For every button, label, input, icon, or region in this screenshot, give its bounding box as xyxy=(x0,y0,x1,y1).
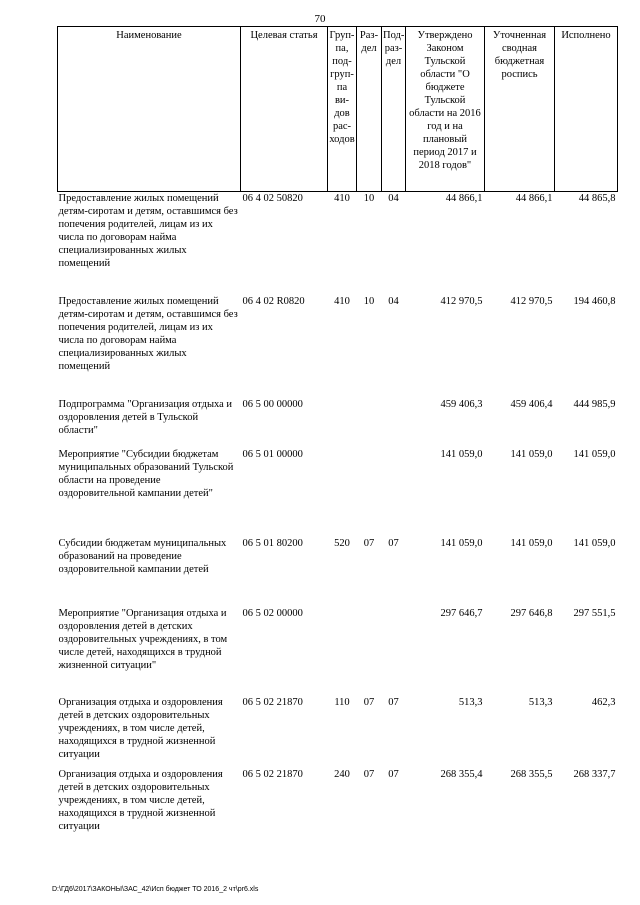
row-section: 10 xyxy=(363,193,375,204)
row-target: 06 5 00 00000 xyxy=(242,398,303,410)
row-name: Организация отдыха и оздоровления детей в детских оздоровительных учреждениях, в том числе детей, находящихся в трудной жизненной ситуации xyxy=(58,768,223,832)
budget-table xyxy=(57,26,618,848)
header-approved: Утверждено Законом Тульской области "О бюджете Тульской области на 2016 год и на плановый период 2017 и 2018 годов" xyxy=(406,27,485,192)
header-section: Раз-дел xyxy=(357,27,382,192)
page-number: 70 xyxy=(314,13,326,25)
table-row xyxy=(58,192,618,295)
row-group: 410 xyxy=(334,193,350,204)
row-subsection xyxy=(382,398,406,448)
row-executed: 141 059,0 xyxy=(573,448,616,460)
row-section xyxy=(357,398,382,448)
row-executed: 462,3 xyxy=(591,696,616,708)
row-group: 240 xyxy=(334,768,350,780)
row-target: 06 5 02 21870 xyxy=(242,768,303,780)
table-row xyxy=(58,295,618,398)
row-subsection: 07 xyxy=(388,696,399,708)
row-executed: 268 337,7 xyxy=(573,768,616,780)
row-group xyxy=(328,398,357,448)
row-section xyxy=(357,607,382,696)
table-row xyxy=(58,607,618,696)
row-target: 06 5 01 80200 xyxy=(242,537,303,549)
row-name: Организация отдыха и оздоровления детей в детских оздоровительных учреждениях, в том числе детей, находящихся в трудной жизненной ситуации xyxy=(58,696,223,760)
row-name: Предоставление жилых помещений детям-сиротам и детям, оставшимся без попечения родителей, лицам из их числа по договорам найма специализированных жилых помещений xyxy=(58,193,238,269)
row-group: 520 xyxy=(334,537,350,549)
file-path-footer: D:\ГД6\2017\ЗАКОНЫ\ЗАС_42\Исп бюджет ТО 2016_2 чт\pr6.xls xyxy=(52,886,259,893)
row-name: Мероприятие "Организация отдыха и оздоровления детей в детских оздоровительных учреждениях, в том числе детей, находящихся в трудной жизненной ситуации" xyxy=(58,607,228,671)
row-name: Мероприятие "Субсидии бюджетам муниципальных образований Тульской области на проведение оздоровительной кампании детей" xyxy=(58,448,234,499)
table-header-row xyxy=(58,27,618,192)
row-target: 06 5 01 00000 xyxy=(242,448,303,460)
row-group: 410 xyxy=(334,295,350,307)
table-row xyxy=(58,448,618,537)
row-executed: 194 460,8 xyxy=(573,295,616,307)
row-subsection: 07 xyxy=(388,537,399,549)
row-revised: 513,3 xyxy=(528,696,553,708)
row-section: 07 xyxy=(363,696,375,708)
row-executed: 44 865,8 xyxy=(578,193,616,204)
row-approved: 459 406,3 xyxy=(440,398,483,410)
table-row xyxy=(58,768,618,848)
header-executed: Исполнено xyxy=(555,27,618,192)
row-target: 06 4 02 50820 xyxy=(242,193,303,204)
row-name: Подпрограмма "Организация отдыха и оздоровления детей в Тульской области" xyxy=(58,398,233,436)
row-subsection: 04 xyxy=(388,295,399,307)
row-revised: 297 646,8 xyxy=(510,607,553,619)
row-revised: 459 406,4 xyxy=(510,398,553,410)
row-section: 07 xyxy=(363,537,375,549)
row-target: 06 4 02 R0820 xyxy=(242,295,305,307)
row-executed: 141 059,0 xyxy=(573,537,616,549)
row-name: Субсидии бюджетам муниципальных образований на проведение оздоровительной кампании детей xyxy=(58,537,227,575)
row-revised: 268 355,5 xyxy=(510,768,553,780)
row-approved: 141 059,0 xyxy=(440,448,483,460)
header-subsection: Под-раз-дел xyxy=(382,27,406,192)
row-subsection: 07 xyxy=(388,768,399,780)
row-approved: 44 866,1 xyxy=(445,193,483,204)
row-target: 06 5 02 21870 xyxy=(242,696,303,708)
row-approved: 141 059,0 xyxy=(440,537,483,549)
row-group xyxy=(328,448,357,537)
header-target: Целевая статья xyxy=(241,27,328,192)
row-section xyxy=(357,448,382,537)
row-revised: 412 970,5 xyxy=(510,295,553,307)
row-executed: 297 551,5 xyxy=(573,607,616,619)
table-row xyxy=(58,398,618,448)
row-group xyxy=(328,607,357,696)
table-row xyxy=(58,696,618,768)
row-section: 10 xyxy=(363,295,375,307)
table-row xyxy=(58,537,618,607)
row-revised: 44 866,1 xyxy=(515,193,553,204)
row-subsection xyxy=(382,607,406,696)
row-group: 110 xyxy=(334,696,350,708)
row-approved: 297 646,7 xyxy=(440,607,483,619)
row-subsection xyxy=(382,448,406,537)
row-target: 06 5 02 00000 xyxy=(242,607,303,619)
row-section: 07 xyxy=(363,768,375,780)
header-name: Наименование xyxy=(58,27,241,192)
row-revised: 141 059,0 xyxy=(510,448,553,460)
row-revised: 141 059,0 xyxy=(510,537,553,549)
row-name: Предоставление жилых помещений детям-сиротам и детям, оставшимся без попечения родителей, лицам из их числа по договорам найма специализированных жилых помещений xyxy=(58,295,238,372)
row-approved: 268 355,4 xyxy=(440,768,483,780)
row-approved: 513,3 xyxy=(458,696,483,708)
header-group: Груп-па, под-груп-па ви-дов рас-ходов xyxy=(328,27,357,192)
row-executed: 444 985,9 xyxy=(573,398,616,410)
header-revised: Уточненная сводная бюджетная роспись xyxy=(485,27,555,192)
row-approved: 412 970,5 xyxy=(440,295,483,307)
row-subsection: 04 xyxy=(388,193,399,204)
